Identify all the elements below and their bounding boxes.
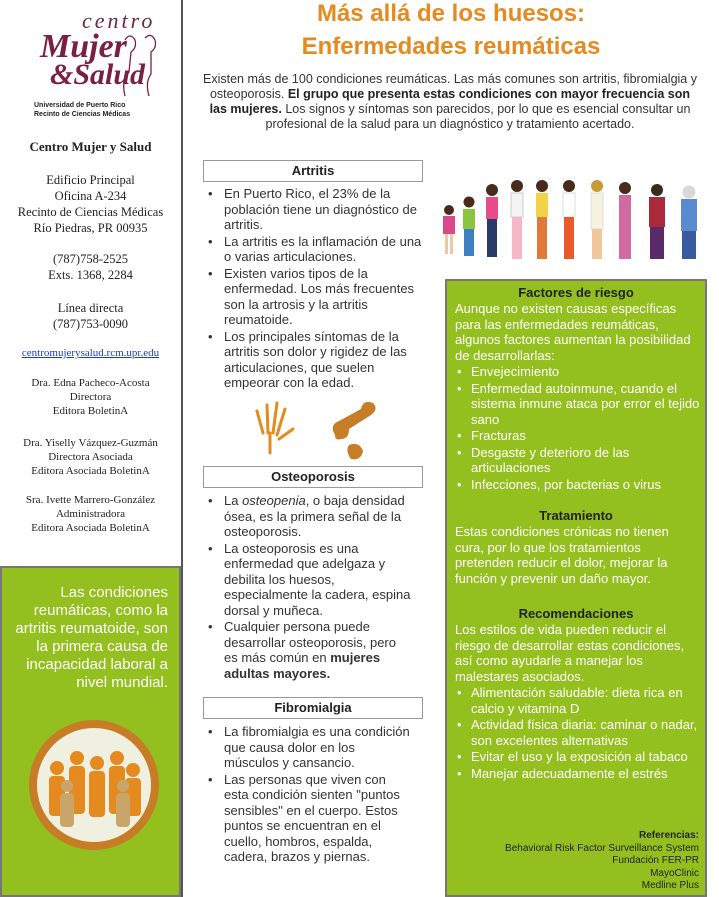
recomendaciones-text: Los estilos de vida pueden reducir el riesgo de desarrollar estas condiciones, así como ayudarle a manejar los malestares asociados. [455,622,685,684]
address-block [0,172,181,236]
artritis-list [202,186,422,392]
references [449,830,699,893]
hotline-block [0,300,181,332]
list-item: • En Puerto Rico, el 23% de la población tiene un diagnóstico de artritis. [202,186,422,233]
list-item: • La fibromialgia es una condición que causa dolor en los músculos y cansancio. [202,724,412,771]
hotline-number: (787)753-0090 [53,317,128,331]
list-item: • La artritis es la inflamación de una o varias articulaciones. [202,234,422,265]
references-heading: Referencias: [638,830,699,841]
staff-name: Dra. Yiselly Vázquez-Guzmán [23,437,158,449]
sidebar-quote-box [0,566,181,897]
riesgo-list [451,364,701,493]
list-item: • Manejar adecuadamente el estrés [451,766,701,782]
list-item: • La osteoporosis es una enfermedad que adelgaza y debilita los huesos, especialmente la cadera, espina dorsal y muñeca. [202,541,412,619]
staff-director [0,376,181,418]
staff-associate-director [0,436,181,478]
intro-bold-text: El grupo que presenta estas condiciones con mayor frecuencia son las mujeres. [209,87,691,116]
page-title-line1: Más allá de los huesos: [316,0,586,27]
sidebar-quote: Las condiciones reumáticas, como la artritis reumatoide, son la primera causa de incapacidad laboral a nivel mundial. [15,584,168,691]
logo-centro-text: centro [82,8,156,33]
reference-item: Behavioral Risk Factor Surveillance System [505,842,699,854]
sidebar [0,0,181,897]
osteo-text: La [224,493,243,508]
women-ages-illustration-icon [437,172,713,262]
org-name: Centro Mujer y Salud [29,139,152,154]
phone-extensions: Exts. 1368, 2284 [48,268,133,282]
artritis-heading: Artritis [203,160,423,182]
staff-role: Editora Asociada BoletinA [31,465,150,477]
list-item: • Evitar el uso y la exposición al tabaco [451,749,701,765]
recomendaciones-heading: Recomendaciones [518,606,634,621]
address-line: Edificio Principal [46,173,135,187]
list-item: • Alimentación saludable: dieta rica en calcio y vitamina D [451,685,701,716]
osteo-text: , o baja densidad ósea, es la primera señal de la osteoporosis. [224,493,405,539]
list-item: • Actividad física diaria: caminar o nadar, son excelentes alternativas [451,717,701,748]
phone-number: (787)758-2525 [53,252,128,266]
intro-paragraph [200,72,700,132]
reference-item: Medline Plus [641,880,699,891]
centro-mujer-salud-logo [20,8,170,126]
women-circle-icon [29,720,159,850]
logo-mujer-text: Mujer [40,28,127,65]
list-item: • Envejecimiento [451,364,701,380]
right-info-box [445,279,707,897]
phone-block [0,251,181,283]
osteo-em: osteopenia [242,493,306,508]
list-item: • Infecciones, por bacterias o virus [451,477,701,493]
osteo-text: Cualquier persona puede desarrollar osteoporosis, pero es más común en [224,619,396,665]
staff-name: Sra. Ivette Marrero-González [25,494,156,506]
osteo-bold: mujeres adultas mayores. [224,650,381,681]
staff-role: Editora BoletinA [52,405,129,417]
reference-item: MayoClinic [650,867,699,879]
list-item: • Los principales síntomas de la artritis son dolor y rigidez de las articulaciones, que suelen empeorar con la edad. [202,329,422,391]
fibromialgia-heading: Fibromialgia [203,697,423,719]
website-link[interactable]: centromujerysalud.rcm.upr.edu [21,347,160,359]
staff-role: Directora [69,391,112,403]
list-item: • Desgaste y deterioro de las articulaciones [451,445,701,476]
reference-item: Fundación FER-PR [612,855,699,866]
bones-illustration-icon [245,393,395,463]
list-item: • Las personas que viven con esta condición sienten "puntos sensibles" en el cuerpo. Estos puntos se encuentran en el cuello, hombros, espalda, cadera, brazos y piernas. [202,772,412,865]
list-item [202,619,412,681]
address-line: Recinto de Ciencias Médicas [17,205,164,219]
intro-text: Los signos y síntomas son parecidos, por lo que es esencial consultar un profesional de la salud para un diagnóstico y tratamiento acertado. [265,102,691,131]
staff-role: Administradora [55,508,126,520]
tratamiento-heading: Tratamiento [539,508,613,523]
osteoporosis-heading: Osteoporosis [203,466,423,488]
tratamiento-text: Estas condiciones crónicas no tienen cura, por lo que los tratamientos pretenden reducir el dolor, mejorar la función y prevenir un daño mayor. [455,524,669,586]
staff-role: Directora Asociada [48,451,133,463]
recomendaciones-list [451,685,701,782]
hotline-label: Línea directa [57,301,124,315]
staff-name: Dra. Edna Pacheco-Acosta [31,377,150,389]
staff-role: Editora Asociada BoletinA [31,522,150,534]
logo-campus: Recinto de Ciencias Médicas [34,111,131,118]
fibromialgia-list [202,724,412,866]
riesgo-heading: Factores de riesgo [518,285,634,300]
page-title-line2: Enfermedades reumáticas [301,33,601,60]
staff-administrator [0,493,181,535]
riesgo-text: Aunque no existen causas específicas para las enfermedades reumáticas, algunos factores aumentan la posibilidad de desarrollarlas: [455,301,691,363]
list-item: • Existen varios tipos de la enfermedad. Los más frecuentes son la artrosis y la artritis reumatoide. [202,266,422,328]
list-item: • Enfermedad autoinmune, cuando el sistema inmune ataca por error el tejido sano [451,381,701,428]
logo-university: Universidad de Puerto Rico [34,102,126,109]
sidebar-divider [181,0,183,897]
list-item: • Fracturas [451,428,701,444]
intro-text: Existen más de 100 condiciones reumáticas. Las más comunes son artritis, fibromialgia y osteoporosis. [203,72,697,101]
address-line: Oficina A-234 [54,189,127,203]
list-item [202,493,412,540]
address-line: Río Piedras, PR 00935 [33,221,148,235]
osteoporosis-list [202,493,412,682]
logo-salud-text: &Salud [50,58,146,91]
